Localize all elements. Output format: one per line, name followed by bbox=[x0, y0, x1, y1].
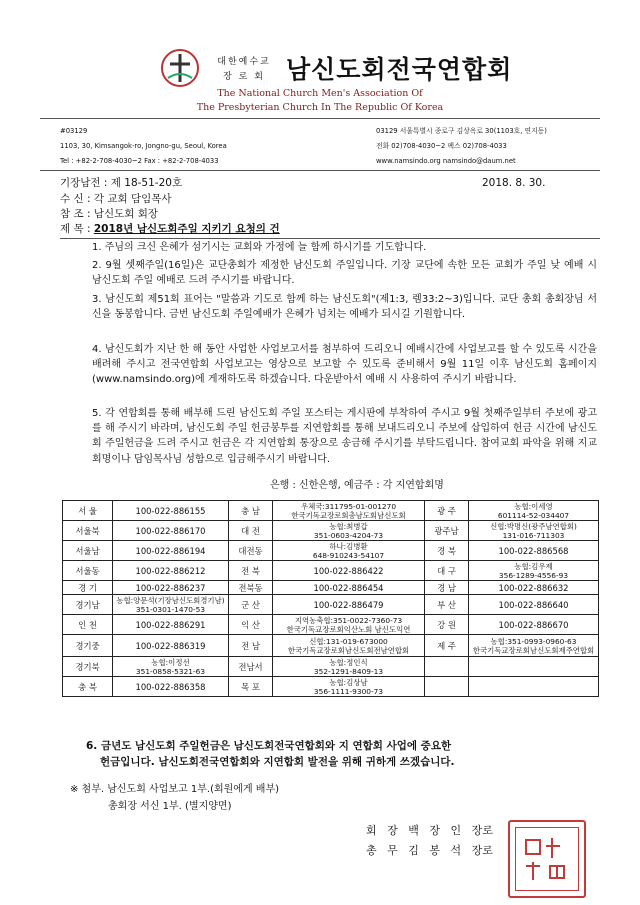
paragraph-2: 2. 9월 셋째주일(16일)은 교단총회가 제정한 남신도회 주일입니다. 기장 교단에 속한 모든 교회가 주일 낮 예배 시 남신도회 주일 예배로 드려 주시기를 바랍니다. bbox=[92, 260, 597, 287]
account-cell: 100-022-886237 bbox=[113, 581, 229, 595]
org-prefix-line1: 대한예수교 bbox=[217, 57, 271, 67]
reference bbox=[60, 207, 158, 221]
account-cell: 100-022-886454 bbox=[273, 581, 425, 595]
account-bank: 우체국:311795-01-001270 bbox=[300, 501, 397, 511]
church-emblem-icon bbox=[160, 48, 200, 88]
signature-president: 회 장 백 장 인 장로 bbox=[366, 824, 493, 837]
paragraph-4: 4. 남신도회가 지난 한 해 동안 사업한 사업보고서를 첨부하여 드리오니 예배시간에 사업보고를 할 수 있도록 시간을 배려해 주시고 전국연합회 사업보고는 영상으로 보고할 수 있도록 준비해서 9월 11일 이후 남신도회 홈페이지(www.namsindo.org)에 게재하도록 하겠습니다. 다운받아서 예배 시 사용하여 주시기 바랍니다. bbox=[92, 344, 597, 386]
account-cell: 100-022-886568 bbox=[469, 541, 599, 561]
paragraph-3: 3. 남신도회 제51회 표어는 "말씀과 기도로 함께 하는 남신도회"(제1:3, 렘33:2~3)입니다. 교단 총회 총회장님 서신을 동봉합니다. 금번 남신도회 주일예배가 은혜가 넘치는 예배가 되시길 기원합니다. bbox=[92, 294, 597, 321]
recipient-label: 수 신 : bbox=[60, 193, 91, 205]
bank-account-table bbox=[62, 500, 599, 697]
account-cell: 100-022-886670 bbox=[469, 615, 599, 635]
table-row bbox=[63, 521, 599, 541]
table-row bbox=[63, 561, 599, 581]
account-cell bbox=[469, 501, 599, 521]
doc-number bbox=[60, 176, 182, 190]
table-row bbox=[63, 541, 599, 561]
korean-phone: 전화 02)708-4030~2 팩스 02)708-4033 bbox=[376, 142, 507, 150]
region-cell: 인 천 bbox=[63, 615, 113, 635]
official-seal-icon bbox=[508, 820, 586, 898]
region-cell: 익 산 bbox=[229, 615, 273, 635]
table-row bbox=[63, 615, 599, 635]
account-cell bbox=[469, 657, 599, 677]
region-cell: 강 원 bbox=[425, 615, 469, 635]
account-cell: 100-022-886212 bbox=[113, 561, 229, 581]
attachment-2: 총회장 서신 1부. (별지양면) bbox=[108, 801, 232, 812]
korean-address: 03129 서울특별시 종로구 김상옥로 30(1103호, 연지동) bbox=[376, 127, 547, 135]
attachment-1: ※ 첨부. 남신도회 사업보고 1부.(회원에게 배부) bbox=[70, 784, 280, 795]
account-bank: 신협:131-019-673000 bbox=[309, 636, 388, 646]
account-cell: 100-022-886170 bbox=[113, 521, 229, 541]
region-cell: 전북동 bbox=[229, 581, 273, 595]
account-number: 한국기독교장로회남신도회제주연합회 bbox=[472, 645, 595, 655]
bank-note: 은행 : 신한은행, 예금주 : 각 지연합회명 bbox=[270, 480, 444, 491]
account-cell: 100-022-886358 bbox=[113, 677, 229, 697]
paragraph-1: 1. 주님의 크신 은혜가 섬기시는 교회와 가정에 늘 함께 하시기를 기도합니다. bbox=[92, 242, 427, 253]
account-cell: 100-022-886291 bbox=[113, 615, 229, 635]
signature-secretary: 총 무 김 봉 석 장로 bbox=[366, 844, 493, 857]
table-row bbox=[63, 657, 599, 677]
account-cell bbox=[469, 561, 599, 581]
paragraph-6-line1: 6. 금년도 남신도회 주일헌금은 남신도회전국연합회와 지 연합회 사업에 중요한 bbox=[86, 740, 452, 752]
subject-divider bbox=[60, 238, 600, 239]
org-prefix-line2: 장 로 회 bbox=[223, 72, 265, 82]
table-row bbox=[63, 581, 599, 595]
region-cell: 부 산 bbox=[425, 595, 469, 615]
reference-label: 참 조 : bbox=[60, 208, 91, 220]
subject-value: 2018년 남신도회주일 지키기 요청의 건 bbox=[93, 223, 280, 235]
paragraph-6-line2: 헌금입니다. 남신도회전국연합회와 지연합회 발전을 위해 귀하게 쓰겠습니다. bbox=[100, 756, 455, 768]
account-number: 한국기독교장로회익산노회 남신도익연 bbox=[286, 624, 411, 634]
region-cell: 대 전 bbox=[229, 521, 273, 541]
region-cell: 경 남 bbox=[425, 581, 469, 595]
doc-number-label: 기장남전 : bbox=[60, 177, 108, 189]
account-cell bbox=[113, 657, 229, 677]
address-divider bbox=[40, 170, 600, 171]
zip-code: #03129 bbox=[60, 127, 88, 135]
region-cell: 경기중 bbox=[63, 635, 113, 657]
region-cell: 광 주 bbox=[425, 501, 469, 521]
address-korean bbox=[376, 124, 547, 169]
account-bank: 지역농축협:351-0022-7360-73 bbox=[294, 615, 403, 625]
account-cell bbox=[273, 541, 425, 561]
region-cell: 경기남 bbox=[63, 595, 113, 615]
account-number: 351-0301-1470-53 bbox=[135, 604, 206, 614]
org-title: 남신도회전국연합회 bbox=[286, 55, 513, 84]
region-cell: 서 울 bbox=[63, 501, 113, 521]
account-cell bbox=[113, 595, 229, 615]
account-cell: 100-022-886479 bbox=[273, 595, 425, 615]
account-cell bbox=[469, 677, 599, 697]
account-bank: 농협:최병갑 bbox=[329, 521, 368, 531]
account-bank: 농협:김상남 bbox=[329, 677, 368, 687]
account-number: 356-1111-9300-73 bbox=[313, 686, 384, 696]
account-bank: 농협:김우제 bbox=[514, 561, 553, 571]
table-row bbox=[63, 501, 599, 521]
account-bank: 농협:이세영 bbox=[514, 501, 553, 511]
account-number: 한국기독교장로회충남도회남신도회 bbox=[291, 510, 406, 520]
account-number: 한국기독교장로회남신도회전남연합회 bbox=[287, 645, 410, 655]
street-address: 1103, 30, Kimsangok-ro, Jongno-gu, Seoul, Korea bbox=[60, 142, 227, 150]
address-english bbox=[60, 124, 227, 169]
region-cell bbox=[425, 677, 469, 697]
english-name-line1: The National Church Men's Association Of bbox=[217, 88, 423, 99]
recipient bbox=[60, 192, 172, 206]
account-cell: 100-022-886640 bbox=[469, 595, 599, 615]
account-number: 352-1291-8409-13 bbox=[313, 666, 384, 676]
region-cell: 경기북 bbox=[63, 657, 113, 677]
account-bank: 농협:정인식 bbox=[329, 657, 368, 667]
account-bank: 신협:박명신(광주남연합회) bbox=[490, 521, 577, 531]
account-bank: 농협:양문석(기장남신도회경기남) bbox=[116, 595, 225, 605]
account-cell: 100-022-886632 bbox=[469, 581, 599, 595]
region-cell: 제 주 bbox=[425, 635, 469, 657]
account-number: 351-0858-5321-63 bbox=[135, 666, 206, 676]
english-name-line2: The Presbyterian Church In The Republic Of Korea bbox=[196, 102, 444, 113]
region-cell: 대전동 bbox=[229, 541, 273, 561]
account-cell bbox=[273, 501, 425, 521]
region-cell: 서울남 bbox=[63, 541, 113, 561]
reference-value: 남신도회 회장 bbox=[93, 208, 159, 220]
paragraph-5: 5. 각 연합회를 통해 배부해 드린 남신도회 주일 포스터는 게시판에 부착하여 주시고 9월 첫째주일부터 주보에 광고를 해 주시기 바라며, 남신도회 주일 헌금봉투를 지연합회를 통해 보내드리오니 주보에 삽입하여 헌금 시간에 남신도회 주일헌금을 드려 주시고 헌금은 각 지연합회 통장으로 송금해 주시기를 부탁드립니다. 참여교회 파악을 위해 지교회명이나 담임목사님 성함으로 입금해주시기 바랍니다. bbox=[92, 408, 597, 465]
region-cell: 전 남 bbox=[229, 635, 273, 657]
account-number: 648-910243-54107 bbox=[312, 550, 385, 560]
subject-label: 제 목 : bbox=[60, 223, 91, 235]
account-number: 351-0603-4204-73 bbox=[313, 530, 384, 540]
region-cell: 서울동 bbox=[63, 561, 113, 581]
account-cell bbox=[469, 635, 599, 657]
region-cell: 경 기 bbox=[63, 581, 113, 595]
region-cell: 군 산 bbox=[229, 595, 273, 615]
account-cell bbox=[469, 521, 599, 541]
account-cell: 100-022-886194 bbox=[113, 541, 229, 561]
account-cell: 100-022-886319 bbox=[113, 635, 229, 657]
table-row bbox=[63, 635, 599, 657]
doc-date: 2018. 8. 30. bbox=[482, 177, 546, 189]
region-cell: 충 남 bbox=[229, 501, 273, 521]
account-number: 131-016-711303 bbox=[502, 530, 565, 540]
region-cell: 전 북 bbox=[229, 561, 273, 581]
account-cell: 100-022-886155 bbox=[113, 501, 229, 521]
org-prefix bbox=[214, 55, 274, 85]
region-cell: 목 포 bbox=[229, 677, 273, 697]
table-row bbox=[63, 595, 599, 615]
region-cell: 서울북 bbox=[63, 521, 113, 541]
account-bank: 농협:351-0993-0960-63 bbox=[490, 636, 577, 646]
account-number: 601114-52-034407 bbox=[497, 510, 570, 520]
region-cell bbox=[425, 657, 469, 677]
website-email: www.namsindo.org namsindo@daum.net bbox=[376, 157, 516, 165]
doc-number-value: 제 18-51-20호 bbox=[110, 177, 183, 189]
account-cell bbox=[273, 615, 425, 635]
recipient-value: 각 교회 담임목사 bbox=[93, 193, 172, 205]
account-bank: 농협:이정선 bbox=[151, 657, 190, 667]
account-cell bbox=[273, 657, 425, 677]
account-cell bbox=[273, 677, 425, 697]
region-cell: 전남서 bbox=[229, 657, 273, 677]
account-cell bbox=[273, 521, 425, 541]
header-divider bbox=[40, 118, 600, 119]
region-cell: 충 북 bbox=[63, 677, 113, 697]
region-cell: 경 북 bbox=[425, 541, 469, 561]
account-number: 356-1289-4556-93 bbox=[498, 570, 569, 580]
table-row bbox=[63, 677, 599, 697]
region-cell: 대 구 bbox=[425, 561, 469, 581]
subject bbox=[60, 222, 280, 236]
tel-fax: Tel : +82-2-708-4030~2 Fax : +82-2-708-4033 bbox=[60, 157, 219, 165]
region-cell: 광주남 bbox=[425, 521, 469, 541]
account-bank: 하나:김병환 bbox=[329, 541, 368, 551]
account-cell bbox=[273, 635, 425, 657]
account-cell: 100-022-886422 bbox=[273, 561, 425, 581]
